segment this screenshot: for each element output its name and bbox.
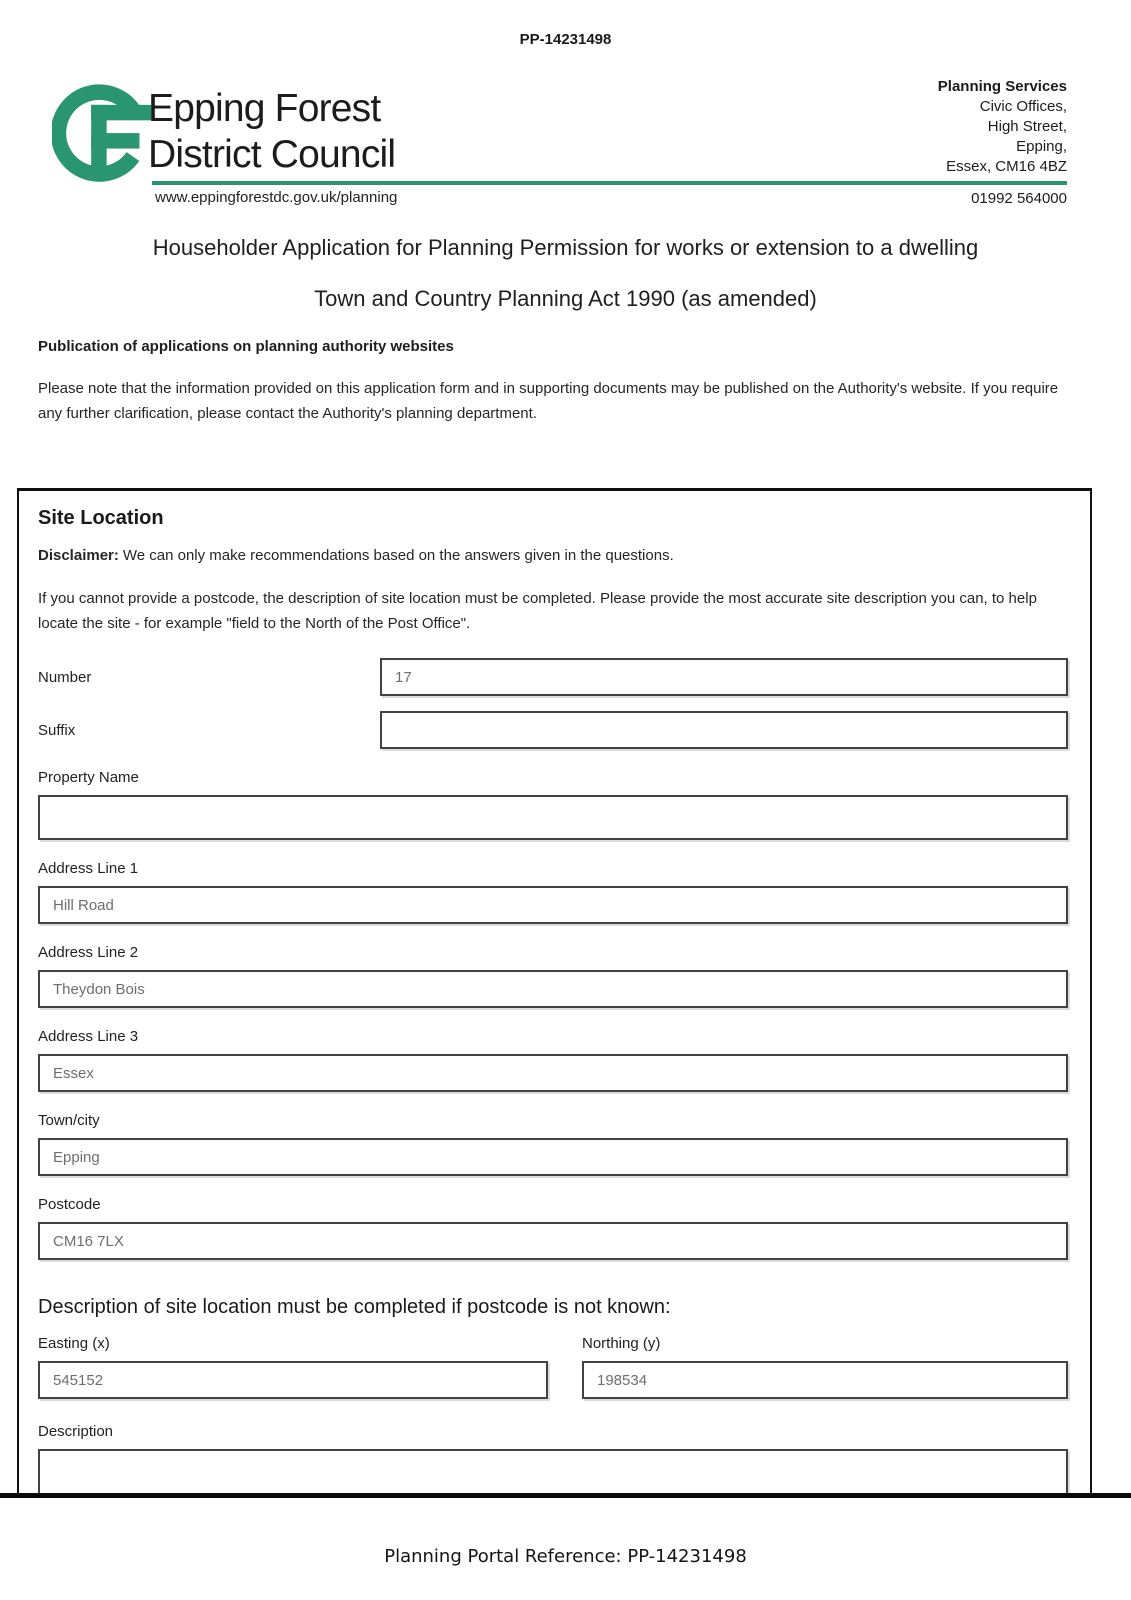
address-line-3-label: Address Line 3 (38, 1028, 139, 1045)
town-city-input[interactable] (38, 1138, 1068, 1176)
page-bottom-divider (0, 1493, 1131, 1498)
property-name-input[interactable] (38, 795, 1068, 840)
town-city-field-group (38, 1112, 1068, 1176)
org-name-line1: Epping Forest (148, 87, 381, 130)
number-input[interactable] (380, 658, 1068, 696)
description-textarea[interactable] (38, 1449, 1068, 1493)
postcode-field-group (38, 1196, 1068, 1260)
site-location-heading: Site Location (38, 507, 164, 529)
efdc-logo-icon (52, 74, 154, 194)
publication-body: Please note that the information provided on this application form and in supporting documents may be published on the Authority's website. If you require any further clarification, please contact the Authority's planning department. (38, 380, 1059, 422)
number-label: Number (38, 668, 92, 686)
property-name-field-group (38, 769, 1068, 840)
northing-field-group (582, 1335, 1068, 1399)
org-name-line2: District Council (148, 133, 396, 176)
suffix-label: Suffix (38, 721, 76, 739)
easting-label: Easting (x) (38, 1335, 110, 1352)
northing-input[interactable] (582, 1361, 1068, 1399)
easting-input[interactable] (38, 1361, 548, 1399)
town-city-label: Town/city (38, 1112, 100, 1129)
suffix-field-row (38, 711, 1068, 749)
disclaimer-label: Disclaimer: (38, 547, 119, 564)
address-line: Epping, (1016, 138, 1067, 155)
address-line: Essex, CM16 4BZ (946, 158, 1067, 175)
brand-divider-rule (152, 181, 1067, 185)
department-phone: 01992 564000 (971, 190, 1067, 207)
property-name-label: Property Name (38, 769, 139, 786)
suffix-input[interactable] (380, 711, 1068, 749)
department-name: Planning Services (937, 78, 1067, 95)
disclaimer-body: We can only make recommendations based on the answers given in the questions. (122, 547, 674, 564)
description-heading: Description of site location must be completed if postcode is not known: (38, 1296, 671, 1318)
address-line-1-label: Address Line 1 (38, 860, 139, 877)
address-line-3-field-group (38, 1028, 1068, 1092)
postcode-note: If you cannot provide a postcode, the description of site location must be completed. Please provide the most accurate site description you can, to help locate the site - for example "field to the North of the Post Office". (38, 590, 1037, 632)
easting-field-group (38, 1335, 548, 1399)
form-subtitle: Town and Country Planning Act 1990 (as amended) (314, 286, 817, 311)
address-line: Civic Offices, (979, 98, 1067, 115)
address-line-1-input[interactable] (38, 886, 1068, 924)
document-header (0, 0, 1131, 222)
disclaimer-text (38, 547, 1068, 564)
address-line-2-input[interactable] (38, 970, 1068, 1008)
address-line-3-input[interactable] (38, 1054, 1068, 1092)
site-location-section (17, 488, 1092, 1493)
postcode-label: Postcode (38, 1196, 101, 1213)
org-website-url: www.eppingforestdc.gov.uk/planning (155, 189, 398, 206)
number-field-row (38, 658, 1068, 696)
publication-heading: Publication of applications on planning authority websites (38, 338, 454, 355)
description-field-group (38, 1423, 1068, 1493)
form-title: Householder Application for Planning Permission for works or extension to a dwelling (152, 235, 979, 260)
planning-portal-reference-footer: Planning Portal Reference: PP-14231498 (384, 1546, 747, 1567)
address-line-1-field-group (38, 860, 1068, 924)
address-line: High Street, (987, 118, 1067, 135)
description-label: Description (38, 1423, 114, 1440)
org-name (148, 86, 395, 178)
postcode-input[interactable] (38, 1222, 1068, 1260)
address-line-2-field-group (38, 944, 1068, 1008)
northing-label: Northing (y) (582, 1335, 661, 1352)
planning-portal-reference-top: PP-14231498 (519, 31, 612, 48)
address-line-2-label: Address Line 2 (38, 944, 139, 961)
coordinates-row (38, 1335, 1068, 1399)
department-address-block (938, 77, 1067, 177)
